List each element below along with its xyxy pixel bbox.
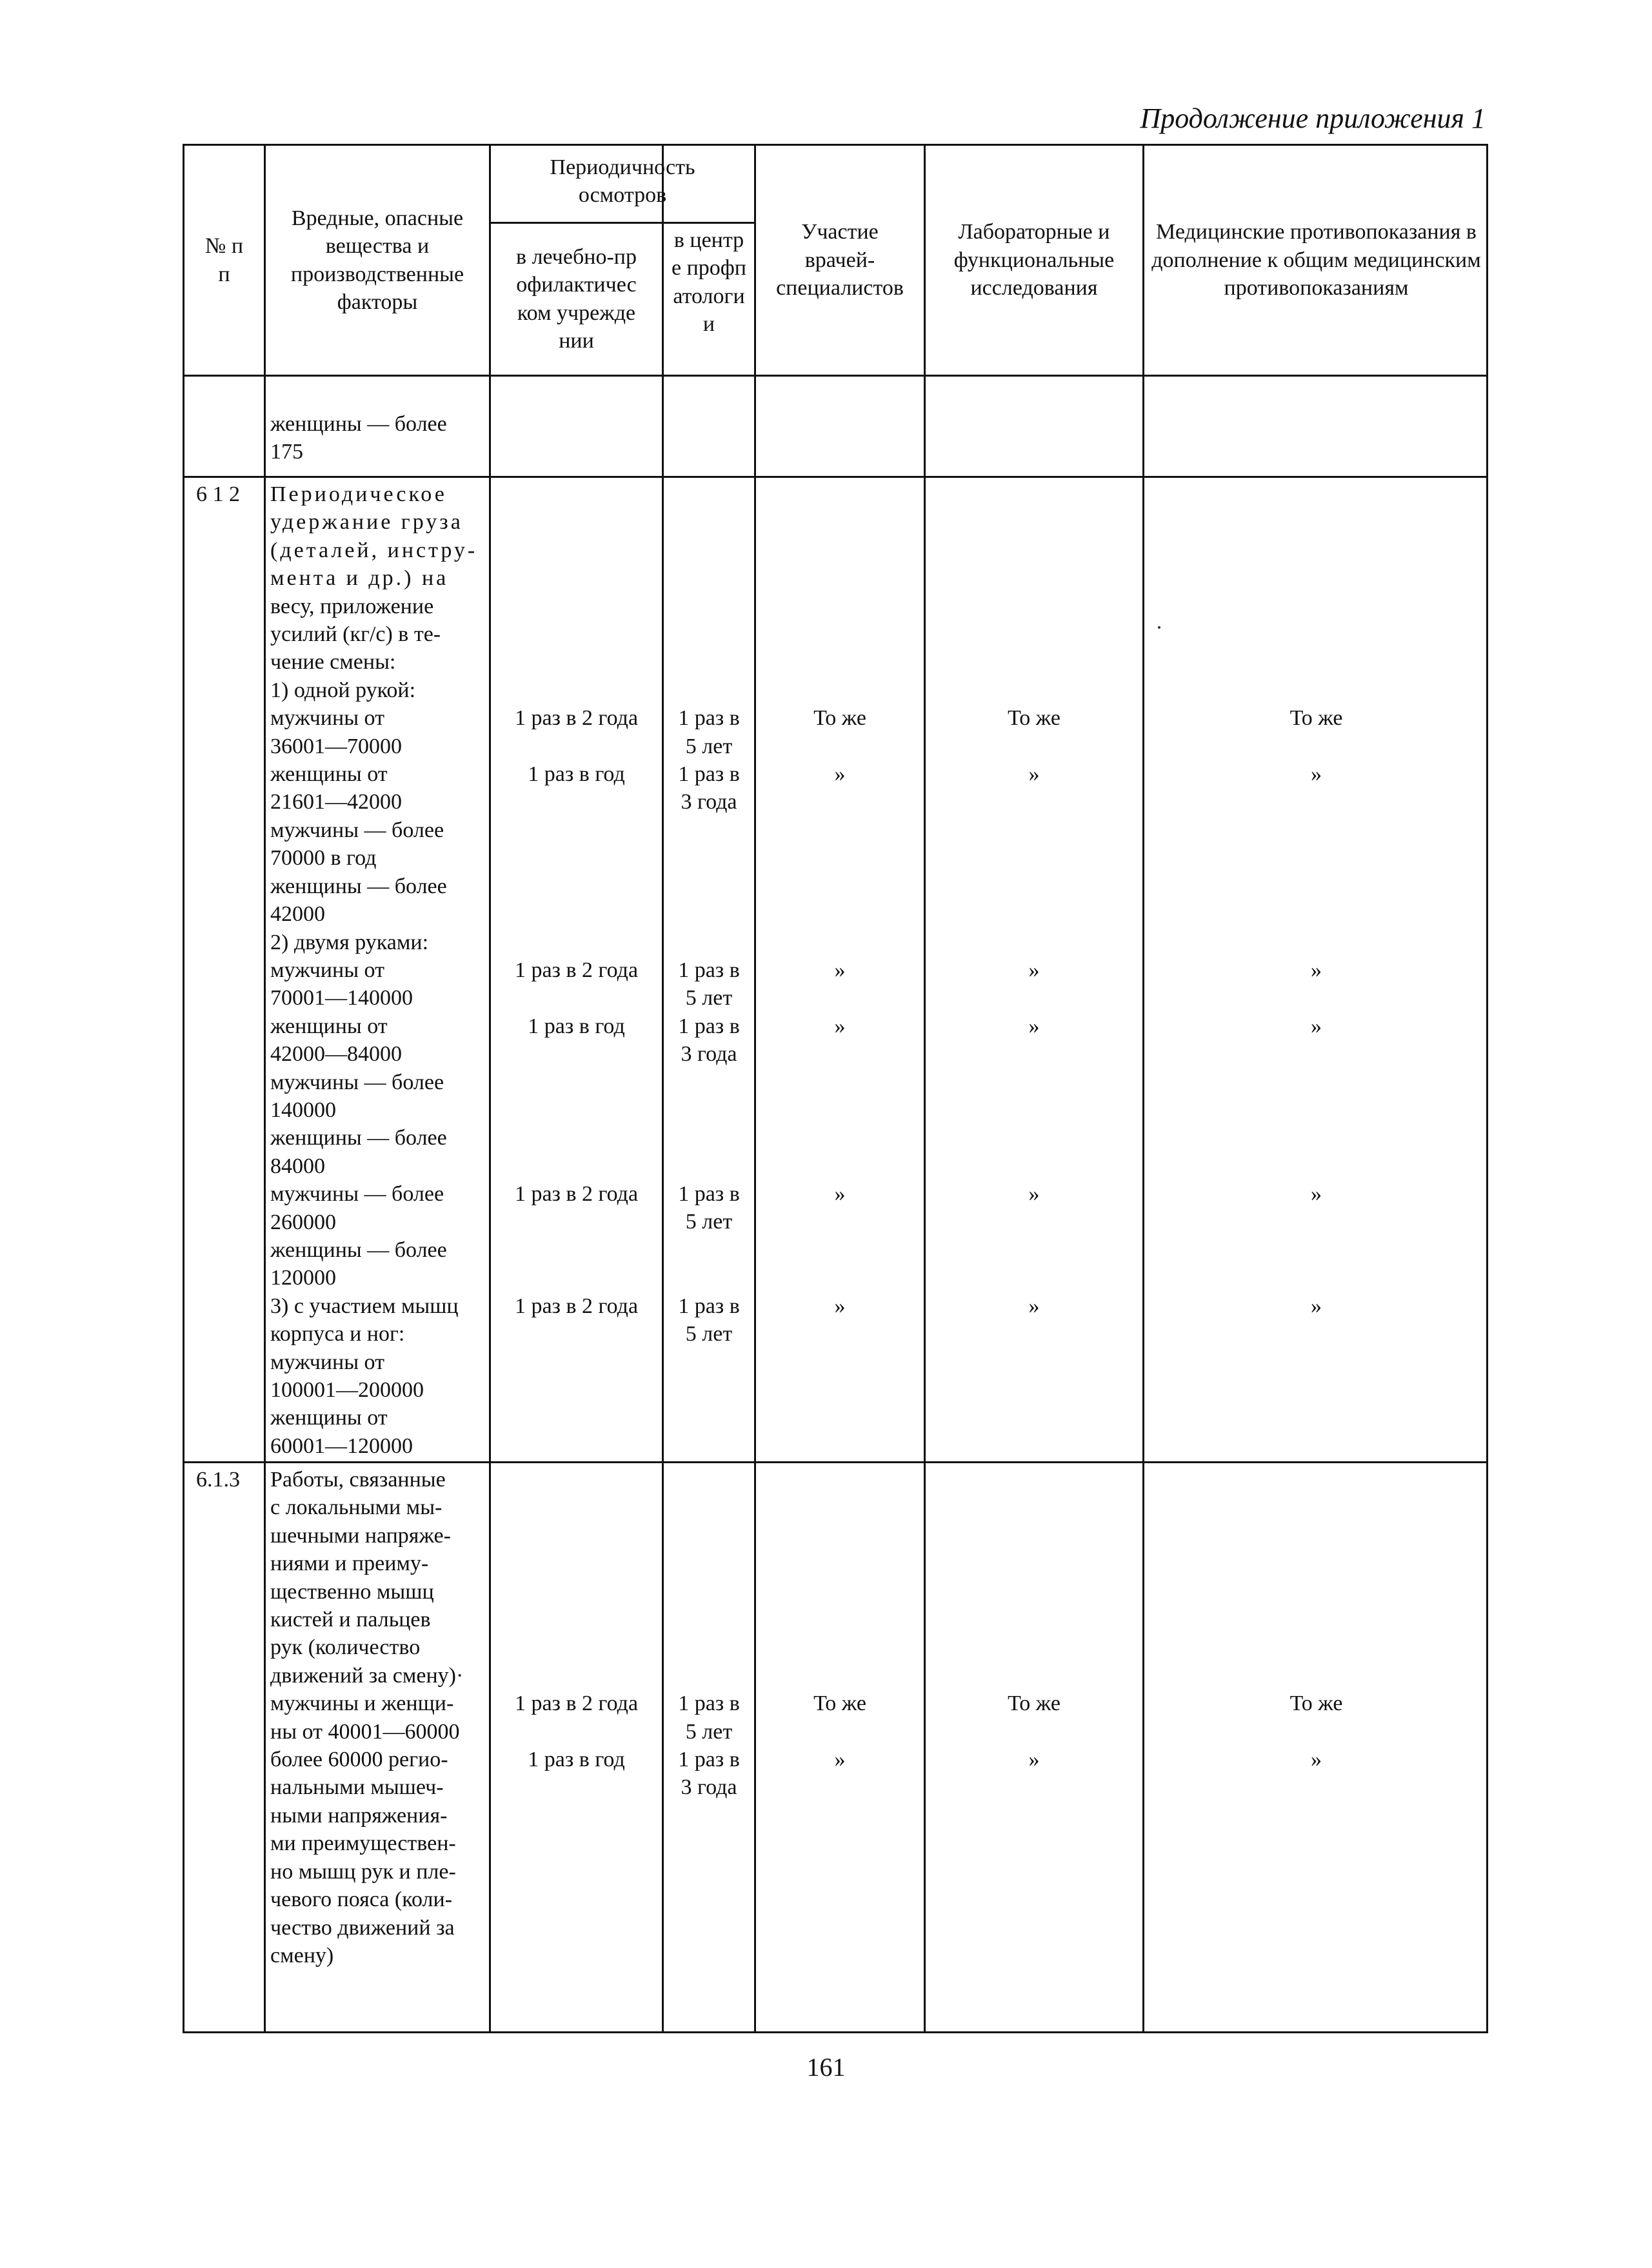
row1-factor-line: мужчины — более [270, 1070, 444, 1094]
row1-factor-line: удержание груза [270, 510, 463, 535]
row2-factor-line: чевого пояса (коли- [270, 1888, 453, 1912]
row1-doctors-cell: » [834, 1182, 846, 1206]
header-factors: Вредные, опасные вещества и производственные факторы [290, 206, 464, 314]
center-line: 1 раз в [678, 1691, 740, 1716]
row1-factor-line: чение смены: [270, 650, 396, 675]
page-number: 161 [806, 2053, 846, 2082]
row1-lab-cell: » [1028, 1294, 1040, 1318]
row1-factor-line: женщины — более [270, 874, 447, 898]
row2-doctors-cell: То же [813, 1691, 866, 1716]
row1-factor-line: 36001—70000 [270, 734, 402, 758]
row1-factor-line: мужчины от [270, 958, 384, 982]
row2-factor-line: щественно мышц [270, 1579, 434, 1604]
row1-lab-cell: » [1028, 958, 1040, 982]
center-line: 1 раз в [678, 1748, 740, 1771]
row1-contra-cell: » [1311, 1294, 1322, 1318]
row1-contra-cell: » [1311, 1182, 1322, 1206]
row2-factor-line: мужчины и женщи- [270, 1691, 454, 1716]
row2-factor-line: более 60000 регио- [270, 1748, 448, 1772]
continuation-header: Продолжение приложения 1 [1140, 103, 1486, 134]
row2-lab-cell: То же [1008, 1691, 1060, 1716]
row2-factor-line: ными напряжения- [270, 1803, 448, 1828]
row2-factor-line: смену) [270, 1943, 334, 1967]
row1-factor-line: 21601—42000 [270, 790, 402, 814]
row2-factor-line: шечными напряже- [270, 1523, 451, 1548]
row2-center-cell [664, 1690, 754, 1746]
row0-factor: женщины — более 175 [270, 412, 447, 464]
row1-factor-line: мужчины от [270, 1350, 384, 1374]
row2-contra-cell: » [1311, 1748, 1322, 1771]
row1-factor-line: весу, приложение [270, 594, 434, 618]
row1-factor-line: мужчины — более [270, 818, 444, 842]
row1-doctors-cell: » [834, 1014, 846, 1038]
row1-factor-line: 84000 [270, 1154, 325, 1178]
center-line: 1 раз в [678, 706, 740, 731]
row1-factor-line: мужчины — более [270, 1182, 444, 1207]
row1-lab-cell: » [1028, 762, 1040, 786]
row2-factor-lines [270, 1466, 483, 1969]
row1-lab-cell: То же [1008, 706, 1060, 731]
row2-num: 6.1.3 [196, 1468, 240, 1492]
row2-lab-cell: » [1028, 1748, 1040, 1771]
row1-lpu-cell: 1 раз в 2 года [514, 1182, 639, 1206]
center-line: 1 раз в [678, 762, 740, 786]
center-line: 3 года [681, 790, 737, 814]
center-line: 5 лет [685, 986, 733, 1011]
center-line: 1 раз в [678, 1182, 740, 1206]
row1-factor-line: 120000 [270, 1266, 336, 1290]
row1-factor-line: корпуса и ног: [270, 1322, 405, 1346]
header-periodicity: Периодичность осмотров [550, 155, 695, 208]
center-line: 5 лет [685, 1322, 733, 1346]
row1-factor-line: 60001—120000 [270, 1434, 413, 1458]
row1-factor-line: 70001—140000 [270, 986, 413, 1011]
row2-factor-line: кистей и пальцев [270, 1608, 431, 1632]
row2-lpu-cell: 1 раз в 2 года [514, 1691, 639, 1716]
row1-contra-cell: То же [1289, 706, 1343, 731]
header-doctors: Участие врачей-специалистов [776, 220, 904, 301]
row1-lpu-cell: 1 раз в 2 года [514, 1294, 639, 1318]
row1-factor-line: 2) двумя руками: [270, 930, 429, 954]
header-num: № п п [204, 234, 244, 286]
row1-doctors-cell: » [834, 1294, 846, 1318]
row1-factor-lines [270, 480, 483, 1460]
header-lpu: в лечебно-профилактическом учреждении [516, 244, 637, 353]
row1-factor-line: мужчины от [270, 706, 384, 731]
center-line: 5 лет [685, 1210, 733, 1234]
row2-factor-line: с локальными мы- [270, 1495, 443, 1520]
stray-dot [1158, 626, 1160, 629]
row1-factor-line: усилий (кг/с) в те- [270, 622, 441, 647]
row2-factor-line: Работы, связанные [270, 1468, 446, 1492]
row1-lab-cell: » [1028, 1182, 1040, 1206]
row1-contra-cell: » [1311, 1014, 1322, 1038]
row2-factor-line: движений за смену)· [270, 1663, 464, 1688]
row1-factor-line: (деталей, инстру- [270, 538, 478, 562]
row1-factor-line: женщины от [270, 762, 388, 787]
row1-center-cell [664, 956, 754, 1012]
row1-lpu-cell: 1 раз в год [528, 1014, 625, 1038]
row1-factor-line: женщины — более [270, 1126, 447, 1150]
row1-factor-line: 42000 [270, 902, 325, 927]
center-line: 3 года [681, 1775, 737, 1800]
row2-factor-line: ны от 40001—60000 [270, 1719, 460, 1744]
row1-factor-line: 1) одной рукой: [270, 678, 416, 702]
row2-center-cell [664, 1746, 754, 1802]
row1-factor-line: 140000 [270, 1098, 336, 1122]
row1-factor-line: мента и др.) на [270, 566, 449, 591]
row1-doctors-cell: » [834, 958, 846, 982]
row1-factor-line: женщины от [270, 1406, 388, 1430]
center-line: 1 раз в [678, 1014, 740, 1038]
row1-factor-line: 42000—84000 [270, 1042, 402, 1067]
row1-num: 6 1 2 [196, 482, 240, 506]
center-line: 5 лет [685, 1719, 733, 1744]
row1-center-cell [664, 704, 754, 760]
row2-factor-line: но мышц рук и пле- [270, 1859, 456, 1884]
row1-factor-line: женщины от [270, 1014, 388, 1038]
row1-lpu-cell: 1 раз в год [528, 762, 625, 786]
row2-factor-line: ниями и преиму- [270, 1552, 429, 1576]
row2-lpu-cell: 1 раз в год [528, 1748, 625, 1771]
row2-contra-cell: То же [1289, 1691, 1343, 1716]
row1-doctors-cell: » [834, 762, 846, 786]
center-line: 1 раз в [678, 1294, 740, 1318]
header-contra: Медицинские противопоказания в дополнение к общим медицинским противопоказаниям [1151, 220, 1481, 301]
row2-factor-line: рук (количество [270, 1635, 421, 1660]
row1-factor-line: 260000 [270, 1210, 336, 1234]
row2-factor-line: ми преимуществен- [270, 1831, 456, 1856]
row2-factor-line: чество движений за [270, 1915, 455, 1940]
row2-factor-line: нальными мышеч- [270, 1775, 444, 1800]
row1-factor-line: 70000 в год [270, 846, 377, 871]
row1-center-cell [664, 760, 754, 816]
header-lab: Лабораторные и функциональные исследования [953, 220, 1115, 301]
row1-factor-line: женщины — более [270, 1238, 447, 1262]
row2-doctors-cell: » [834, 1748, 846, 1771]
center-line: 1 раз в [678, 958, 740, 982]
center-line: 3 года [681, 1042, 737, 1066]
row1-lpu-cell: 1 раз в 2 года [514, 706, 639, 731]
row1-factor-line: 100001—200000 [270, 1378, 424, 1402]
row1-contra-cell: » [1311, 958, 1322, 982]
row1-factor-line: 3) с участием мышц [270, 1294, 459, 1318]
row1-center-cell [664, 1180, 754, 1236]
row1-center-cell [664, 1292, 754, 1348]
row1-doctors-cell: То же [813, 706, 866, 731]
medical-exam-table [183, 144, 1488, 2033]
center-line: 5 лет [685, 734, 733, 758]
header-center: в центре профпатологии [671, 228, 746, 337]
row1-lab-cell: » [1028, 1014, 1040, 1038]
row1-center-cell [664, 1012, 754, 1069]
row1-contra-cell: » [1311, 762, 1322, 786]
row1-lpu-cell: 1 раз в 2 года [514, 958, 639, 982]
row1-factor-line: Периодическое [270, 482, 447, 506]
